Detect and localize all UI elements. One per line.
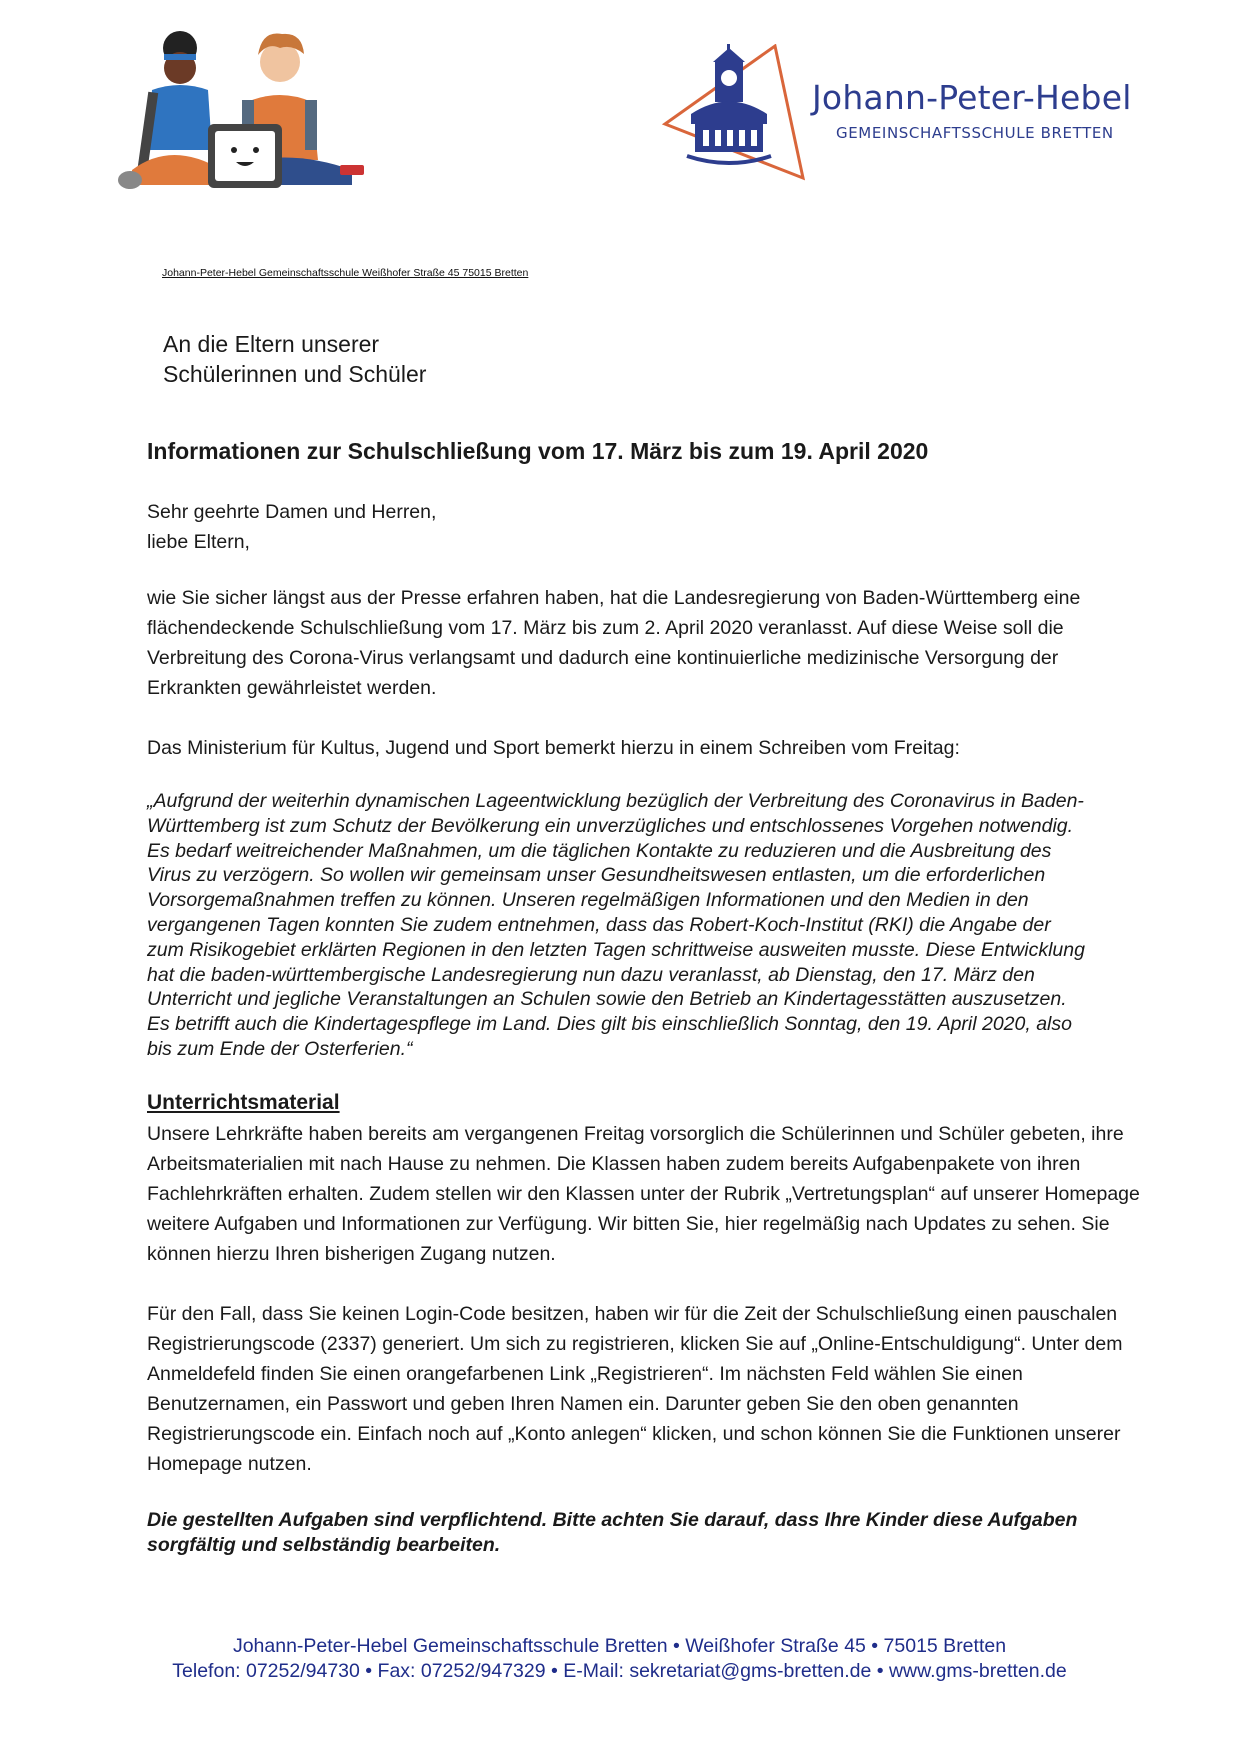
quote-line: Unterricht und jegliche Veranstaltungen an Schulen sowie den Betrieb an Kindertagesstätten auszusetzen. (147, 988, 1067, 1011)
mandatory-notice: Die gestellten Aufgaben sind verpflichtend. Bitte achten Sie darauf, dass Ihre Kinder diese Aufgaben sorgfältig und selbständig bearbeiten. (147, 1509, 1078, 1556)
students-with-tablet-illustration (112, 20, 402, 210)
quote-line: Vorsorgemaßnahmen treffen zu können. Unseren regelmäßigen Informationen und den Medien in den (147, 889, 1029, 912)
paragraph-ministry: Das Ministerium für Kultus, Jugend und Sport bemerkt hierzu in einem Schreiben vom Freitag: (147, 737, 960, 759)
letter-subject: Informationen zur Schulschließung vom 17. März bis zum 19. April 2020 (147, 438, 929, 464)
salutation-line-1: Sehr geehrte Damen und Herren, (147, 501, 437, 523)
paragraph-intro: wie Sie sicher längst aus der Presse erfahren haben, hat die Landesregierung von Baden-Württemberg eine flächendeckende Schulschließung vom 17. März bis zum 2. April 2020 veranlasst. Auf diese Weise soll die Verbreitung des Corona-Virus verlangsamt und dadurch eine kontinuierliche medizinische Versorgung der Erkrankten gewährleistet werden. (147, 587, 1081, 699)
quote-line: bis zum Ende der Osterferien.“ (147, 1037, 413, 1060)
quote-line: Es bedarf weitreichender Maßnahmen, um die täglichen Kontakte zu reduzieren und die Ausbreitung des (147, 839, 1052, 862)
recipient-line-1: An die Eltern unserer (163, 331, 380, 357)
quote-line: vergangenen Tagen konnten Sie zudem entnehmen, dass das Robert-Koch-Institut (RKI) die Angabe der (147, 913, 1051, 936)
quote-line: Es betrifft auch die Kindertagespflege im Land. Dies gilt bis einschließlich Sonntag, den 19. April 2020, also (147, 1013, 1072, 1036)
quote-line: Württemberg ist zum Schutz der Bevölkerung ein unverzügliches und entschlossenes Vorgehen notwendig. (147, 814, 1074, 837)
ministry-quote (147, 789, 1152, 1062)
recipient-address (163, 329, 426, 389)
quote-line: hat die baden-württembergische Landesregierung nun dazu veranlasst, ab Dienstag, den 17. März den (147, 963, 1035, 986)
paragraph-registration: Für den Fall, dass Sie keinen Login-Code besitzen, haben wir für die Zeit der Schulschließung einen pauschalen Registrierungscode (2337) generiert. Um sich zu registrieren, klicken Sie auf „Online-Entschuldigung“. Unter dem Anmeldefeld finden Sie einen orangefarbenen Link „Registrieren“. Im nächsten Feld wählen Sie einen Benutzernamen, ein Passwort und geben Ihren Namen ein. Darunter geben Sie den oben genannten Registrierungscode ein. Einfach noch auf „Konto anlegen“ klicken, und schon können Sie die Funktionen unserer Homepage nutzen. (147, 1303, 1123, 1475)
quote-line: Virus zu verzögern. So wollen wir gemeinsam unser Gesundheitswesen entlasten, um die erforderlichen (147, 864, 1046, 887)
school-subtitle: GEMEINSCHAFTSSCHULE BRETTEN (836, 124, 1114, 142)
return-address: Johann-Peter-Hebel Gemeinschaftsschule Weißhofer Straße 45 75015 Bretten (162, 267, 529, 279)
salutation-line-2: liebe Eltern, (147, 531, 250, 553)
paragraph-materials: Unsere Lehrkräfte haben bereits am vergangenen Freitag vorsorglich die Schülerinnen und Schüler gebeten, ihre Arbeitsmaterialien mit nach Hause zu nehmen. Die Klassen haben zudem bereits Aufgabenpakete von ihren Fachlehrkräften erhalten. Zudem stellen wir den Klassen unter der Rubrik „Vertretungsplan“ auf unserer Homepage weitere Aufgaben und Informationen zur Verfügung. Wir bitten Sie, hier regelmäßig nach Updates zu sehen. Sie können hierzu Ihren bisherigen Zugang nutzen. (147, 1123, 1140, 1265)
recipient-line-2: Schülerinnen und Schüler (163, 361, 427, 387)
footer-contact: Telefon: 07252/94730 • Fax: 07252/947329 • E-Mail: sekretariat@gms-bretten.de • www.gms-bretten.de (172, 1660, 1067, 1682)
school-name: Johann-Peter-Hebel (812, 78, 1132, 117)
quote-line: „Aufgrund der weiterhin dynamischen Lageentwicklung bezüglich der Verbreitung des Coronavirus in Baden- (147, 790, 1084, 812)
quote-line: zum Risikogebiet erklärten Regionen in den letzten Tagen schrittweise ausweiten musste. Diese Entwicklung (147, 938, 1085, 961)
school-tower-logo-icon (655, 44, 815, 184)
salutation (147, 497, 1147, 557)
footer-address: Johann-Peter-Hebel Gemeinschaftsschule Bretten • Weißhofer Straße 45 • 75015 Bretten (232, 1635, 1007, 1657)
section-heading: Unterrichtsmaterial (147, 1091, 340, 1114)
